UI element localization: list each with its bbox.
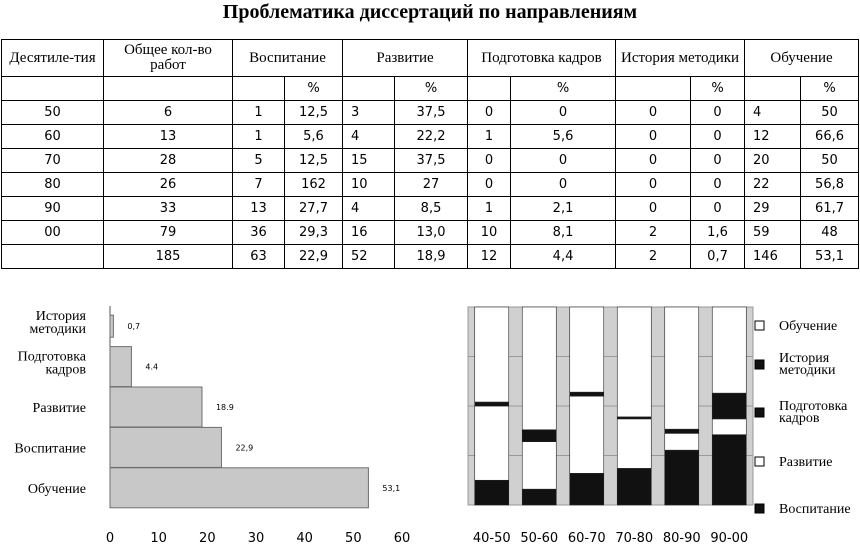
table-cell: 8,5 xyxy=(395,197,468,221)
table-cell: 1 xyxy=(468,125,511,149)
segment-подготовка-кадров xyxy=(665,429,699,433)
header-training: Подготовка кадров xyxy=(468,40,616,77)
table-cell: 0 xyxy=(511,101,616,125)
category-label: Обучение xyxy=(27,481,86,497)
table-cell: 90 xyxy=(2,197,104,221)
table-cell: 66,6 xyxy=(801,125,859,149)
table-cell xyxy=(2,245,104,269)
table-cell: 12 xyxy=(468,245,511,269)
segment-обучение xyxy=(617,307,651,417)
table-cell: 0 xyxy=(616,197,691,221)
table-row xyxy=(2,197,859,221)
table-cell: 8,1 xyxy=(511,221,616,245)
table-cell: 0 xyxy=(691,125,745,149)
table-cell: 63 xyxy=(233,245,285,269)
segment-история-методики xyxy=(712,393,746,419)
x-tick-label: 60-70 xyxy=(567,531,606,544)
segment-воспитание xyxy=(617,468,651,505)
table-cell: 15 xyxy=(343,149,395,173)
table-cell: 4 xyxy=(343,197,395,221)
dissertation-table xyxy=(1,39,859,269)
legend-swatch-воспитание xyxy=(755,504,764,513)
x-tick-label: 70-80 xyxy=(615,531,654,544)
table-cell: 22,2 xyxy=(395,125,468,149)
table-cell: 2 xyxy=(616,245,691,269)
table-cell: 70 xyxy=(2,149,104,173)
header-total: Общее кол-во работ xyxy=(104,40,233,77)
page-title: Проблематика диссертаций по направлениям xyxy=(222,1,638,23)
value-label: 18.9 xyxy=(215,403,234,412)
table-cell xyxy=(233,77,285,101)
segment-обучение xyxy=(570,307,604,392)
value-label: 53,1 xyxy=(382,483,401,493)
table-cell: 5,6 xyxy=(285,125,343,149)
table-cell: 3 xyxy=(343,101,395,125)
x-tick-label: 40 xyxy=(296,531,313,544)
category-label: Подготовка кадров xyxy=(17,349,86,378)
table-cell: 79 xyxy=(104,221,233,245)
value-label: 4.4 xyxy=(145,362,159,372)
table-cell: 61,7 xyxy=(801,197,859,221)
segment-развитие xyxy=(475,406,509,480)
table-cell: 5,6 xyxy=(511,125,616,149)
table-cell: 1 xyxy=(468,197,511,221)
table-cell: 28 xyxy=(104,149,233,173)
table-cell: 53,1 xyxy=(801,245,859,269)
table-cell: 1,6 xyxy=(691,221,745,245)
table-cell: 0 xyxy=(468,173,511,197)
table-cell: 50 xyxy=(801,149,859,173)
category-label: Развитие xyxy=(32,401,86,416)
percent-label: % xyxy=(691,77,745,101)
segment-воспитание xyxy=(475,480,509,505)
table-cell xyxy=(343,77,395,101)
table-cell: 37,5 xyxy=(395,101,468,125)
segment-развитие xyxy=(617,419,651,469)
table-cell: 0 xyxy=(511,149,616,173)
table-cell: 12,5 xyxy=(285,101,343,125)
table-cell: 10 xyxy=(468,221,511,245)
table-cell: 2 xyxy=(616,221,691,245)
table-cell: 0 xyxy=(616,125,691,149)
legend-swatch-развитие xyxy=(755,457,764,466)
table-cell: 59 xyxy=(745,221,801,245)
category-label: История методики xyxy=(29,309,86,338)
table-cell: 185 xyxy=(104,245,233,269)
table-cell: 13 xyxy=(104,125,233,149)
segment-история-методики xyxy=(475,402,509,406)
value-label: 0,7 xyxy=(127,322,141,332)
table-cell: 0 xyxy=(616,173,691,197)
legend-label: Развитие xyxy=(779,455,833,470)
table-cell: 13,0 xyxy=(395,221,468,245)
percent-label: % xyxy=(395,77,468,101)
table-cell: 80 xyxy=(2,173,104,197)
segment-развитие xyxy=(665,433,699,450)
table-cell: 0,7 xyxy=(691,245,745,269)
table-cell: 162 xyxy=(285,173,343,197)
percent-row xyxy=(2,77,859,101)
bar-история-методики xyxy=(110,315,113,337)
segment-развитие xyxy=(712,419,746,435)
segment-обучение xyxy=(665,307,699,429)
table-cell: 27,7 xyxy=(285,197,343,221)
table-cell: 48 xyxy=(801,221,859,245)
x-tick-label: 90-00 xyxy=(710,531,749,544)
table-row xyxy=(2,149,859,173)
table-cell: 0 xyxy=(691,173,745,197)
table-cell: 0 xyxy=(691,149,745,173)
segment-развитие xyxy=(570,396,604,473)
table-cell: 56,8 xyxy=(801,173,859,197)
segment-история-методики xyxy=(570,392,604,396)
table-cell: 2,1 xyxy=(511,197,616,221)
table-cell xyxy=(104,77,233,101)
table-cell: 12 xyxy=(745,125,801,149)
segment-воспитание xyxy=(522,489,556,505)
table-cell: 18,9 xyxy=(395,245,468,269)
table-cell: 0 xyxy=(468,101,511,125)
table-cell: 0 xyxy=(511,173,616,197)
table-cell: 16 xyxy=(343,221,395,245)
percent-label: % xyxy=(511,77,616,101)
table-cell: 4 xyxy=(745,101,801,125)
table-cell: 50 xyxy=(801,101,859,125)
x-tick-label: 10 xyxy=(150,531,167,544)
table-cell: 0 xyxy=(616,149,691,173)
segment-обучение xyxy=(475,307,509,402)
table-cell: 37,5 xyxy=(395,149,468,173)
table-cell xyxy=(616,77,691,101)
x-tick-label: 30 xyxy=(247,531,265,544)
table-row xyxy=(2,173,859,197)
table-cell: 4 xyxy=(343,125,395,149)
x-tick-label: 50-60 xyxy=(520,531,559,544)
table-cell: 5 xyxy=(233,149,285,173)
legend-label: Подготовка кадров xyxy=(779,399,848,426)
x-tick-label: 20 xyxy=(199,531,216,544)
legend-swatch-обучение xyxy=(755,321,764,330)
x-tick-label: 60 xyxy=(393,531,411,544)
table-cell: 146 xyxy=(745,245,801,269)
segment-воспитание xyxy=(570,473,604,505)
table-cell: 0 xyxy=(691,101,745,125)
table-row xyxy=(2,221,859,245)
table-cell: 1 xyxy=(233,101,285,125)
table-cell: 27 xyxy=(395,173,468,197)
bar-развитие xyxy=(110,387,202,427)
table-row xyxy=(2,101,859,125)
table-cell xyxy=(745,77,801,101)
legend-swatch-подготовка-кадров xyxy=(755,408,764,417)
table-cell: 50 xyxy=(2,101,104,125)
table-cell: 4,4 xyxy=(511,245,616,269)
category-label: Воспитание xyxy=(14,441,86,457)
legend-label: Воспитание xyxy=(779,502,851,517)
table-row xyxy=(2,125,859,149)
table-cell xyxy=(468,77,511,101)
bar-воспитание xyxy=(110,427,221,467)
header-upbringing: Воспитание xyxy=(233,40,343,77)
header-history: История методики xyxy=(616,40,745,77)
table-cell: 22,9 xyxy=(285,245,343,269)
table-cell xyxy=(2,77,104,101)
header-decades: Десятиле-тия xyxy=(2,40,104,77)
table-cell: 13 xyxy=(233,197,285,221)
table-cell: 0 xyxy=(468,149,511,173)
table-cell: 12,5 xyxy=(285,149,343,173)
segment-воспитание xyxy=(712,435,746,505)
legend-label: Обучение xyxy=(779,319,838,334)
horizontal-bar-chart xyxy=(0,296,430,544)
segment-подготовка-кадров xyxy=(522,430,556,442)
segment-обучение xyxy=(522,307,556,430)
x-tick-label: 40-50 xyxy=(472,531,511,544)
table-cell: 10 xyxy=(343,173,395,197)
table-cell: 29 xyxy=(745,197,801,221)
table-cell: 33 xyxy=(104,197,233,221)
table-row-total xyxy=(2,245,859,269)
percent-label: % xyxy=(285,77,343,101)
value-label: 22,9 xyxy=(235,443,254,453)
table-cell: 0 xyxy=(691,197,745,221)
segment-развитие xyxy=(522,442,556,490)
table-cell: 00 xyxy=(2,221,104,245)
stacked-bar-chart xyxy=(455,296,860,544)
x-tick-label: 50 xyxy=(345,531,362,544)
segment-воспитание xyxy=(665,450,699,505)
bar-подготовка-кадров xyxy=(110,347,131,387)
percent-label: % xyxy=(801,77,859,101)
table-cell: 20 xyxy=(745,149,801,173)
table-cell: 52 xyxy=(343,245,395,269)
table-cell: 36 xyxy=(233,221,285,245)
header-development: Развитие xyxy=(343,40,468,77)
table-cell: 7 xyxy=(233,173,285,197)
table-cell: 0 xyxy=(616,101,691,125)
x-tick-label: 80-90 xyxy=(662,531,701,544)
table-cell: 1 xyxy=(233,125,285,149)
table-cell: 26 xyxy=(104,173,233,197)
x-tick-label: 0 xyxy=(105,531,115,544)
table-cell: 6 xyxy=(104,101,233,125)
legend-label: История методики xyxy=(779,351,836,378)
table-cell: 29,3 xyxy=(285,221,343,245)
legend-swatch-история-методики xyxy=(755,360,764,369)
table-cell: 60 xyxy=(2,125,104,149)
table-cell: 22 xyxy=(745,173,801,197)
bar-обучение xyxy=(110,468,368,508)
header-teaching: Обучение xyxy=(745,40,859,77)
segment-обучение xyxy=(712,307,746,393)
